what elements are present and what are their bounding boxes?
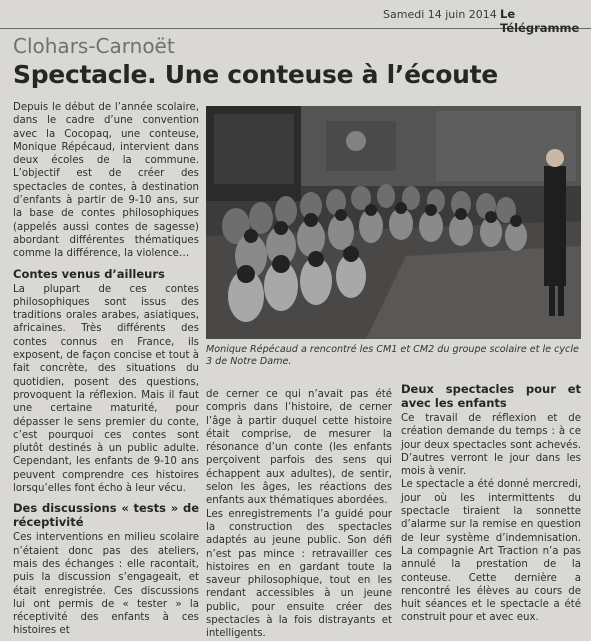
newspaper-name: Le Télégramme: [500, 7, 580, 35]
section-heading-contes: Contes venus d’ailleurs: [13, 266, 165, 281]
article-headline: Spectacle. Une conteuse à l’écoute: [13, 60, 498, 89]
audience-photo-illustration: [206, 106, 581, 339]
column-left: [13, 101, 199, 638]
article-photo: [206, 106, 581, 339]
section-body-spectacles-2: Le spectacle a été donné mercredi, jour où les intermittents du spectacle tiraient la sonnette d’alarme sur la remise en question de leur système d’indemnisation. La compagnie Art Traction n’a pas annulé la prestation de la conteuse. Cette dernière a rencontré les élèves au cours de huit séances et le spectacle a été construit pour et avec eux.: [401, 479, 581, 624]
section-body-contes: La plupart de ces contes philosophiques sont issus des traditions orales arabes, asiatiques, africaines. Très différents des contes connus en France, ils exposent, de façon concise et tout à fait concrète, des situations du quotidien, posent des questions, provoquent la réflexion. Mais il faut une certaine maturité, pour dépasser le sens premier du conte, c’est pourquoi ces contes sont plutôt destinés à un public adulte. Cependant, les enfants de 9-10 ans peuvent comprendre ces histoires lorsqu’elles font écho à leur vécu.: [13, 283, 199, 495]
section-heading-discussions: Des discussions « tests » de réceptivité: [13, 501, 199, 530]
photo-caption: Monique Répécaud a rencontré les CM1 et CM2 du groupe scolaire et le cycle 3 de Notre Dame.: [206, 344, 579, 368]
middle-body-1: de cerner ce qui n’avait pas été compris dans l’histoire, de cerner l’âge à partir duquel cette histoire était comprise, de mesurer la résonance d’un conte (les enfants perçoivent parfois des sens qui échappent aux adultes), de sentir, selon les âges, les réactions des enfants aux thématiques abordées.: [206, 389, 392, 507]
article-location: Clohars-Carnoët: [13, 34, 175, 58]
page-header: [0, 0, 591, 35]
section-heading-spectacles: Deux spectacles pour et avec les enfants: [401, 382, 581, 410]
issue-date: Samedi 14 juin 2014: [383, 8, 497, 21]
column-right: [401, 382, 581, 625]
middle-body-2: Les enregistrements l’a guidé pour la construction des spectacles adaptés au jeune public. Son défi n’est pas mince : retravailler ces histoires en en gardant toute la saveur philosophique, tout en les rendant accessibles à un jeune public, pour ensuite créer des spectacles à la fois distrayants et intelligents.: [206, 508, 392, 640]
column-middle: [206, 388, 392, 641]
section-body-spectacles-1: Ce travail de réflexion et de création demande du temps : à ce jour deux spectacles sont achevés. D’autres verront le jour dans les mois à venir.: [401, 413, 581, 478]
section-body-discussions: Ces interventions en milieu scolaire n’étaient donc pas des ateliers, mais des échanges : elle racontait, puis la discussion s’engageait, et était enregistrée. Ces discussions lui ont permis de « tester » la réceptivité des enfants à ces histoires et: [13, 532, 199, 637]
article-intro: Depuis le début de l’année scolaire, dans le cadre d’une convention avec la Cocopaq, une conteuse, Monique Répécaud, intervient dans deux écoles de la commune. L’objectif est de créer des spectacles de contes, à destination d’enfants à partir de 9-10 ans, sur la base de contes philosophiques (appelés aussi contes de sagesse) abordant différentes thématiques comme la différence, la violence…: [13, 102, 199, 260]
